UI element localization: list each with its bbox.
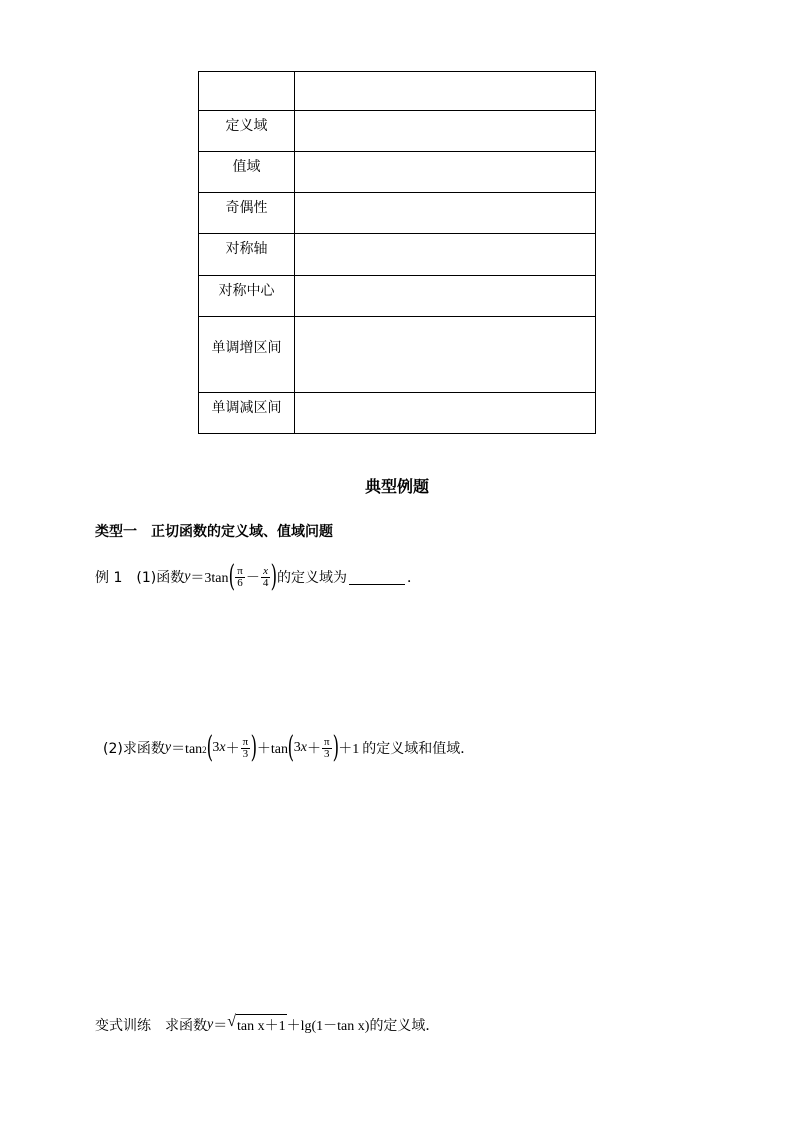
- table-value-cell: [295, 393, 596, 434]
- fraction-x-4: $\frac{x}{4}$: [262, 564, 269, 589]
- section-title: 典型例题: [364, 477, 429, 496]
- example1-part2: (2)求函数 y ＝tan 2 ( 3 x ＋ $\frac{\pi}{3}$ ) ＋tan ( 3 x ＋ $\frac{\pi}{3}$ ) ＋1 的定义域和值域．: [103, 730, 475, 765]
- table-row: [199, 234, 596, 276]
- table-row: [199, 111, 596, 152]
- answer-blank[interactable]: [349, 570, 405, 585]
- table-value-cell: [295, 152, 596, 193]
- left-paren: (: [228, 559, 235, 594]
- table-row: [199, 317, 596, 393]
- left-paren: (: [206, 730, 213, 765]
- part1-end: ．: [407, 570, 422, 586]
- var-y: y: [164, 740, 172, 755]
- part2-suffix: 的定义域和值域．: [362, 741, 475, 757]
- table-label-cell: 定义域: [199, 111, 295, 152]
- table-value-cell: [295, 276, 596, 317]
- variant-label: 变式训练: [95, 1017, 151, 1034]
- fraction-pi-3: $\frac{\pi}{3}$: [242, 735, 249, 760]
- variant-training: 变式训练 求函数 y ＝ √ tan x＋1 ＋lg(1－tan x) 的定义域．: [95, 1013, 440, 1034]
- table-value-cell: [295, 193, 596, 234]
- log-term: ＋lg(1－tan x): [286, 1018, 370, 1034]
- table-row: [199, 193, 596, 234]
- var-y: y: [207, 1016, 214, 1032]
- table-row: [199, 393, 596, 434]
- table-label-cell: 奇偶性: [199, 193, 295, 234]
- type-heading-text: 正切函数的定义域、值域问题: [151, 524, 333, 540]
- properties-table: [198, 71, 596, 434]
- example1-part1: [95, 559, 422, 594]
- exponent: 2: [202, 745, 207, 755]
- var-y: y: [184, 569, 191, 584]
- table-label-cell: 值域: [199, 152, 295, 193]
- minus-sign: －: [245, 571, 260, 586]
- part1-prefix: (1)函数: [136, 570, 185, 586]
- radicand: tan x＋1: [236, 1014, 287, 1035]
- table-label-cell: 单调增区间: [199, 317, 295, 393]
- part2-prefix: (2)求函数: [103, 741, 165, 757]
- table-label-cell: [199, 72, 295, 111]
- example-label: 例 1: [95, 570, 123, 586]
- square-root: √ tan x＋1: [227, 1013, 286, 1034]
- table-row: [199, 276, 596, 317]
- eq-tan: ＝tan: [171, 742, 203, 757]
- table-value-cell: [295, 317, 596, 393]
- right-paren: ): [270, 559, 278, 594]
- table-value-cell: [295, 234, 596, 276]
- table-value-cell: [295, 72, 596, 111]
- table-label-cell: 对称中心: [199, 276, 295, 317]
- type-heading-prefix: 类型一: [95, 524, 137, 540]
- part1-suffix: 的定义域为: [277, 570, 348, 586]
- left-paren: (: [287, 730, 295, 765]
- right-paren: ): [250, 730, 258, 765]
- variant-suffix: 的定义域．: [369, 1017, 440, 1034]
- table-value-cell: [295, 111, 596, 152]
- eq-tan: ＝3tan: [190, 571, 229, 586]
- table-row: [199, 72, 596, 111]
- table-label-cell: 对称轴: [199, 234, 295, 276]
- right-paren: ): [332, 730, 339, 765]
- type-heading: [95, 521, 333, 541]
- table-row: [199, 152, 596, 193]
- fraction-pi-3: $\frac{\pi}{3}$: [323, 735, 330, 760]
- table-label-cell: 单调减区间: [199, 393, 295, 434]
- variant-prefix: 求函数: [165, 1017, 207, 1034]
- fraction-pi-6: $\frac{\pi}{6}$: [237, 564, 243, 589]
